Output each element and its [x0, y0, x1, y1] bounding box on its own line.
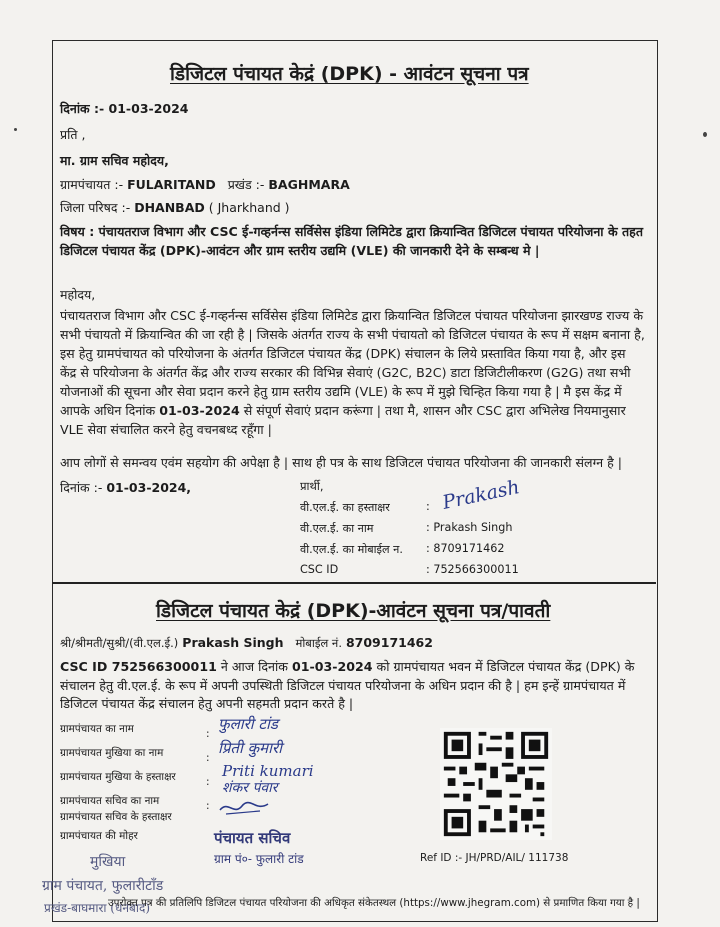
state-value: ( Jharkhand ): [208, 200, 290, 215]
csc-id-label: CSC ID: [300, 563, 339, 576]
receipt-text-2: को ग्रामपंचायत भवन में डिजिटल पंचायत केंद्र (DPK) के संचालन हेतु वी.एल.ई. के रूप में अपनी उपस्थिती डिजिटल पंचायत परियोजना के अधिन प्रदान की है | हम इन्हें ग्रामपंचायत में डिजिटल पंचायत केंद्र संचालन हेतु अपनी सहमती प्रदान करते है |: [60, 659, 635, 711]
letter-date: दिनांक :- 01-03-2024: [60, 101, 189, 116]
prarthi-label: प्रार्थी,: [300, 479, 324, 493]
hand-mukhiya-name: प्रिती कुमारी: [218, 739, 283, 757]
csc-id-value: : 752566300011: [426, 563, 519, 576]
scan-speck: [14, 128, 17, 131]
main-paragraph-end: से संपूर्ण सेवाएं प्रदान करूंगा | तथा मै, शासन और CSC द्वारा अभिलेख नियमानुसार VLE सेवा संचालित करने हेतु वचनबध्द रहूँगा |: [60, 403, 626, 437]
receipt-date: 01-03-2024: [291, 659, 373, 674]
receipt-name-line: [60, 635, 433, 651]
field-secretary-name-label: ग्रामपंचायत सचिव का नाम: [60, 795, 160, 807]
scan-speck: [703, 132, 707, 137]
vle-mobile-value: : 8709171462: [426, 542, 505, 555]
secretary-signature-scribble: [216, 798, 276, 818]
ref-id: Ref ID :- JH/PRD/AIL/ 111738: [420, 852, 569, 864]
addressee-line: मा. ग्राम सचिव महोदय,: [60, 153, 169, 168]
district-value: DHANBAD: [134, 200, 205, 215]
vle-signature: Prakash: [440, 476, 522, 514]
field-secretary-signature-label: ग्रामपंचायत सचिव के हस्ताक्षर: [60, 811, 172, 823]
receipt-text-1: ने आज दिनांक: [216, 659, 292, 674]
vle-signature-colon: :: [426, 500, 430, 513]
receipt-csc-prefix: CSC ID 752566300011: [60, 659, 217, 674]
prati-line: प्रति ,: [60, 127, 86, 142]
subject-paragraph: विषय : पंचायतराज विभाग और CSC ई-गव्हर्नन्स सर्विसेस इंडिया लिमिटेड द्वारा क्रियान्वित डिजिटल पंचायत परियोजना के तहत डिजिटल पंचायत केंद्र (DPK)-आवंटन और ग्राम स्तरीय उद्यमि (VLE) की जानकारी देने के सम्बन्ध मे |: [60, 224, 644, 258]
date-label-2: दिनांक :-: [60, 480, 103, 495]
hand-gp-name: फुलारी टांड: [218, 715, 278, 733]
salutation: महोदय,: [60, 287, 96, 302]
date-value-2: 01-03-2024,: [106, 480, 192, 495]
gp-block-line: [60, 176, 350, 193]
field-mukhiya-name-label: ग्रामपंचायत मुखिया का नाम: [60, 747, 164, 759]
second-paragraph: आप लोगों से समन्वय एवंम सहयोग की अपेक्षा है | साथ ही पत्र के साथ डिजिटल पंचायत परियोजना की जानकारी संलग्न है |: [60, 455, 623, 470]
section-divider: [52, 582, 656, 584]
field-gp-name-label: ग्रामपंचायत का नाम: [60, 723, 134, 735]
district-label: जिला परिषद :-: [60, 200, 131, 215]
mukhiya-stamp-village: ग्राम पंचायत, फुलारीटाँड: [42, 878, 164, 894]
receipt-mobile-value: 8709171462: [345, 635, 433, 650]
vle-name-value: : Prakash Singh: [426, 521, 513, 534]
field-gp-seal-label: ग्रामपंचायत की मोहर: [60, 830, 138, 842]
gp-value: FULARITAND: [127, 177, 216, 192]
qr-code-icon: [440, 728, 552, 840]
secretary-stamp-title: पंचायत सचिव: [214, 829, 291, 847]
district-line: [60, 199, 290, 216]
hand-mukhiya-signature: Priti kumari: [222, 762, 314, 780]
receipt-paragraph: [60, 658, 645, 714]
main-paragraph: [60, 306, 645, 439]
hand-secretary-name: शंकर पंवार: [222, 780, 278, 796]
letter-title: डिजिटल पंचायत केद्रं (DPK) - आवंटन सूचना पत्र: [170, 63, 529, 85]
receipt-title: डिजिटल पंचायत केद्रं (DPK)-आवंटन सूचना पत्र/पावती: [156, 600, 551, 622]
receipt-mobile-label: मोबाईल नं.: [295, 636, 342, 650]
main-paragraph-date: 01-03-2024: [159, 403, 240, 418]
secretary-stamp-village: ग्राम पं०- फुलारी टांड: [214, 852, 304, 866]
vle-mobile-label: वी.एल.ई. का मोबाईल न.: [300, 543, 403, 556]
receipt-name-value: Prakash Singh: [182, 635, 284, 650]
block-label: प्रखंड :-: [227, 177, 265, 192]
receipt-name-prefix: श्री/श्रीमती/सुश्री/(वी.एल.ई.): [60, 636, 179, 650]
date-line-2: [60, 479, 191, 496]
footer-note: उपरोक्त पत्र की प्रतिलिपि डिजिटल पंचायत परियोजना की अधिकृत संकेतस्थल (https://www.jhegram.com) से प्रमाणित किया गया है |: [108, 897, 640, 909]
vle-signature-label: वी.एल.ई. का हस्ताक्षर: [300, 501, 390, 514]
vle-name-label: वी.एल.ई. का नाम: [300, 522, 374, 535]
mukhiya-stamp-block: प्रखंड-बाघमारा (धनबाद): [44, 901, 151, 915]
gp-label: ग्रामपंचायत :-: [60, 177, 124, 192]
main-paragraph-text: पंचायतराज विभाग और CSC ई-गव्हर्नन्स सर्विसेस इंडिया लिमिटेड द्वारा क्रियान्वित डिजिटल पंचायत परियोजना झारखण्ड राज्य के सभी पंचायतो में क्रियान्वित की जा रही है | जिसके अंतर्गत राज्य के सभी पंचायतो को डिजिटल पंचायत के रूप में सक्षम बनाना है, इस हेतु ग्रामपंचायत को परियोजना के अंतर्गत डिजिटल पंचायत केंद्र (DPK) संचालन के लिये प्रस्तावित किया गया है, और इस केंद्र से परियोजना के अंतर्गत केंद्र और राज्य सरकार की विभिन्न सेवाएं (G2C, B2C) डाटा डिजिटीलीकरण (G2G) तथा सभी योजनाओं की सूचना और सेवा प्रदान करने हेतु ग्राम स्तरीय उद्यमि (VLE) के रूप में मुझे चिन्हित किया गया है | मै इस केंद्र में आपके अधिन दिनांक: [60, 308, 645, 418]
block-value: BAGHMARA: [268, 177, 350, 192]
field-mukhiya-signature-label: ग्रामपंचायत मुखिया के हस्ताक्षर: [60, 771, 176, 783]
field-colons: : : : :: [206, 728, 210, 812]
mukhiya-stamp-title: मुखिया: [90, 854, 126, 870]
